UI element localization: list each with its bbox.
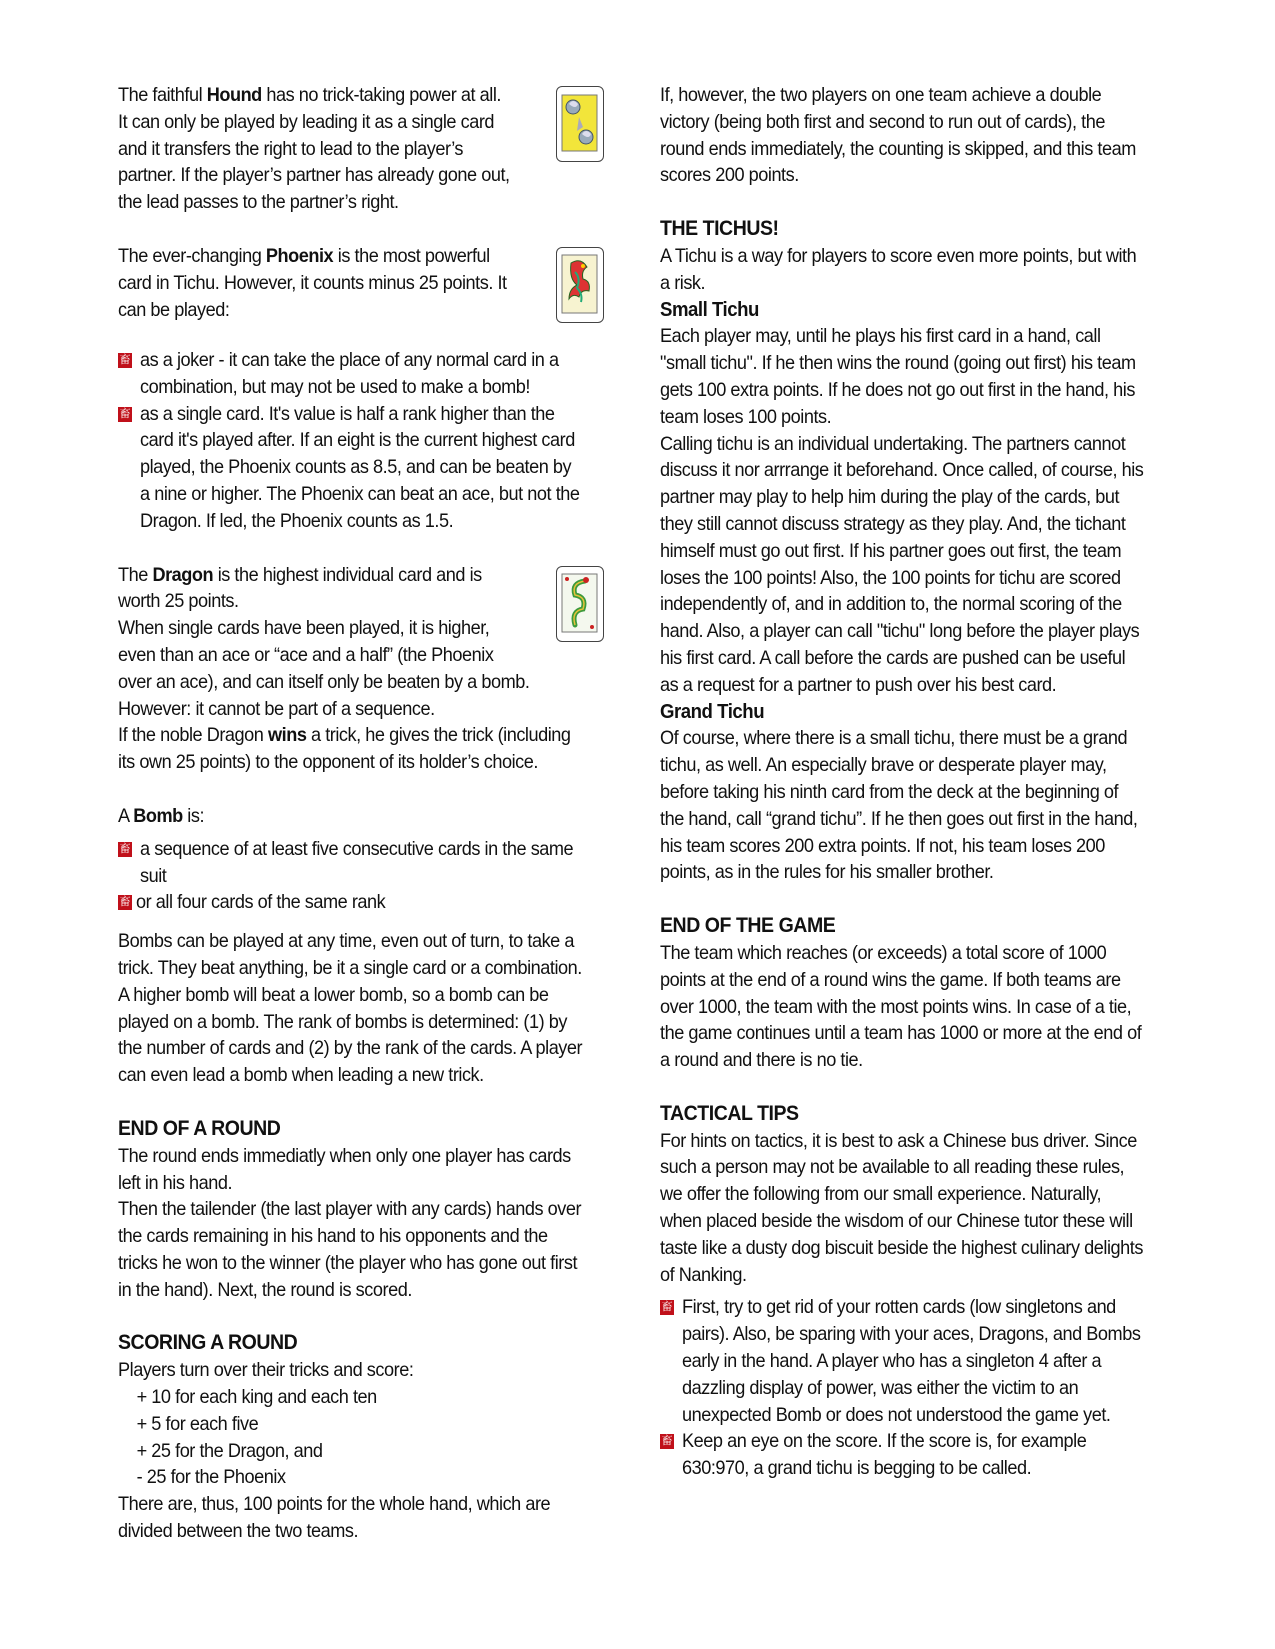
end-round-text-2: Then the tailender (the last player with any cards) hands over the cards remaining in his hand to his opponents and the tricks he won to the winner (the player who has gone out first in the hand). Next, the round is scored. [118,1198,582,1301]
grand-tichu-text: Of course, where there is a small tichu, there must be a grand tichu, as well. An especially brave or desperate player may, before taking his ninth card from the deck at the beginning of the hand, call “grand tichu”. If he then goes out first in the hand, his team scores 200 extra points. If not, his team loses 200 points, as in the rules for his smaller brother. [660,727,1138,884]
section-heading: THE TICHUS! [660,217,779,241]
list-item: 畜 as a single card. It's value is half a rank higher than the card it's played after. If an eight is the current highest card played, the Phoenix counts as 8.5, and can be beaten by a nine or higher. The Phoenix can beat an ace, but not the Dragon. If led, the Phoenix counts as 1.5. [118,401,618,535]
bomb-text: Bombs can be played at any time, even out of turn, to take a trick. They beat anything, be it a single card or a combination. A higher bomb will beat a lower bomb, so a bomb can be played on a bomb. The rank of bombs is determined: (1) by the number of cards and (2) by the rank of the cards. A player can even lead a bomb when leading a new trick. [118,930,583,1087]
subsection-heading: Small Tichu [660,298,759,321]
list-item: 畜 First, try to get rid of your rotten cards (low singletons and pairs). Also, be sparing with your aces, Dragons, and Bombs early in the hand. A player who has a singleton 4 after a dazzling display of power, was either the victim to an unexpected Bomb or does not understood the game yet. [660,1294,1180,1428]
left-column [118,82,618,1545]
dragon-text: The Dragon is the highest individual card and is worth 25 points. [118,563,482,613]
end-game-text: The team which reaches (or exceeds) a total score of 1000 points at the end of a round wins the game. If both teams are over 1000, the team with the most points wins. In case of a tie, the game continues until a team has 1000 or more at the end of a round and there is no tie. [660,941,1142,1072]
scoring-item: + 25 for the Dragon, and [136,1439,323,1462]
scoring-item: + 10 for each king and each ten [136,1386,377,1409]
section-heading: END OF A ROUND [118,1116,281,1140]
right-column [660,82,1180,1482]
phoenix-text: The ever-changing Phoenix is the most powerful card in Tichu. However, it counts minus 25 points. It can be played: [118,244,507,321]
phoenix-section [118,243,618,535]
end-round-text: The round ends immediatly when only one player has cards left in his hand. [118,1144,571,1194]
bomb-bullet-list [118,836,618,916]
section-heading: TACTICAL TIPS [660,1101,799,1125]
end-game-section [660,913,1180,1074]
bullet-icon [660,1434,674,1449]
scoring-text: There are, thus, 100 points for the whole hand, which are divided between the two teams. [118,1493,551,1543]
section-heading: END OF THE GAME [660,914,836,938]
small-tichu-text-2: Calling tichu is an individual undertaking. The partners cannot discuss it nor arrrange it beforehand. Once called, of course, his partner may play to help him during the play of the cards, but they still cannot discuss strategy as they play. And, the tichant himself must go out first. If his partner goes out first, the team loses the 100 points! Also, the 100 points for tichu are scored independently of, and in addition to, the normal scoring of the hand. Also, a player can call "tichu" long before the player plays his first card. A call before the cards are pushed can be useful as a request for a partner to push over his best card. [660,432,1144,696]
list-item: 畜 or all four cards of the same rank [118,889,618,916]
scoring-intro: Players turn over their tricks and score: [118,1359,414,1382]
list-item: 畜 as a joker - it can take the place of any normal card in a combination, but may not be used to make a bomb! [118,347,618,401]
scoring-item: + 5 for each five [136,1412,259,1435]
tichus-section [660,216,1180,886]
dragon-section [118,562,618,776]
bomb-intro: A Bomb is: [118,804,205,827]
tichus-intro: A Tichu is a way for players to score even more points, but with a risk. [660,244,1137,294]
hound-text: The faithful Hound has no trick-taking power at all. It can only be played by leading it as a single card and it transfers the right to lead to the player’s partner. If the player’s partner has already gone out, the lead passes to the partner’s right. [118,84,510,214]
bomb-section [118,803,618,1089]
double-victory-text: If, however, the two players on one team achieve a double victory (being both first and second to run out of cards), the round ends immediately, the counting is skipped, and this team scores 200 points. [660,84,1136,187]
scoring-item: - 25 for the Phoenix [136,1466,286,1489]
dragon-text-2: When single cards have been played, it is higher, even than an ace or “ace and a half” (the Phoenix over an ace), and can itself only be beaten by a bomb. However: it cannot be part of a sequence. [118,617,530,720]
hound-section [118,82,618,216]
bullet-icon [118,353,132,368]
bullet-icon [660,1300,674,1315]
dragon-text-3: If the noble Dragon wins a trick, he gives the trick (including its own 25 points) to the opponent of its holder’s choice. [118,724,571,774]
bullet-icon [118,842,132,857]
section-heading: SCORING A ROUND [118,1331,298,1355]
small-tichu-text: Each player may, until he plays his first card in a hand, call "small tichu". If he then wins the round (going out first) his team gets 100 extra points. If he does not go out first in the hand, his team loses 100 points. [660,325,1136,428]
phoenix-bullet-list [118,347,618,535]
tactical-text: For hints on tactics, it is best to ask a Chinese bus driver. Since such a person may not be available to all reading these rules, we offer the following from our small experience. Naturally, when placed beside the wisdom of our Chinese tutor these will taste like a dusty dog biscuit beside the highest culinary delights of Nanking. [660,1129,1143,1286]
end-round-section [118,1116,618,1304]
scoring-section [118,1330,618,1544]
list-item: 畜 Keep an eye on the score. If the score is, for example 630:970, a grand tichu is begging to be called. [660,1428,1180,1482]
subsection-heading: Grand Tichu [660,700,765,723]
tactical-bullet-list [660,1294,1180,1482]
bullet-icon [118,895,132,910]
bullet-icon [118,407,132,422]
list-item: 畜 a sequence of at least five consecutive cards in the same suit [118,836,618,890]
tactical-section [660,1101,1180,1482]
